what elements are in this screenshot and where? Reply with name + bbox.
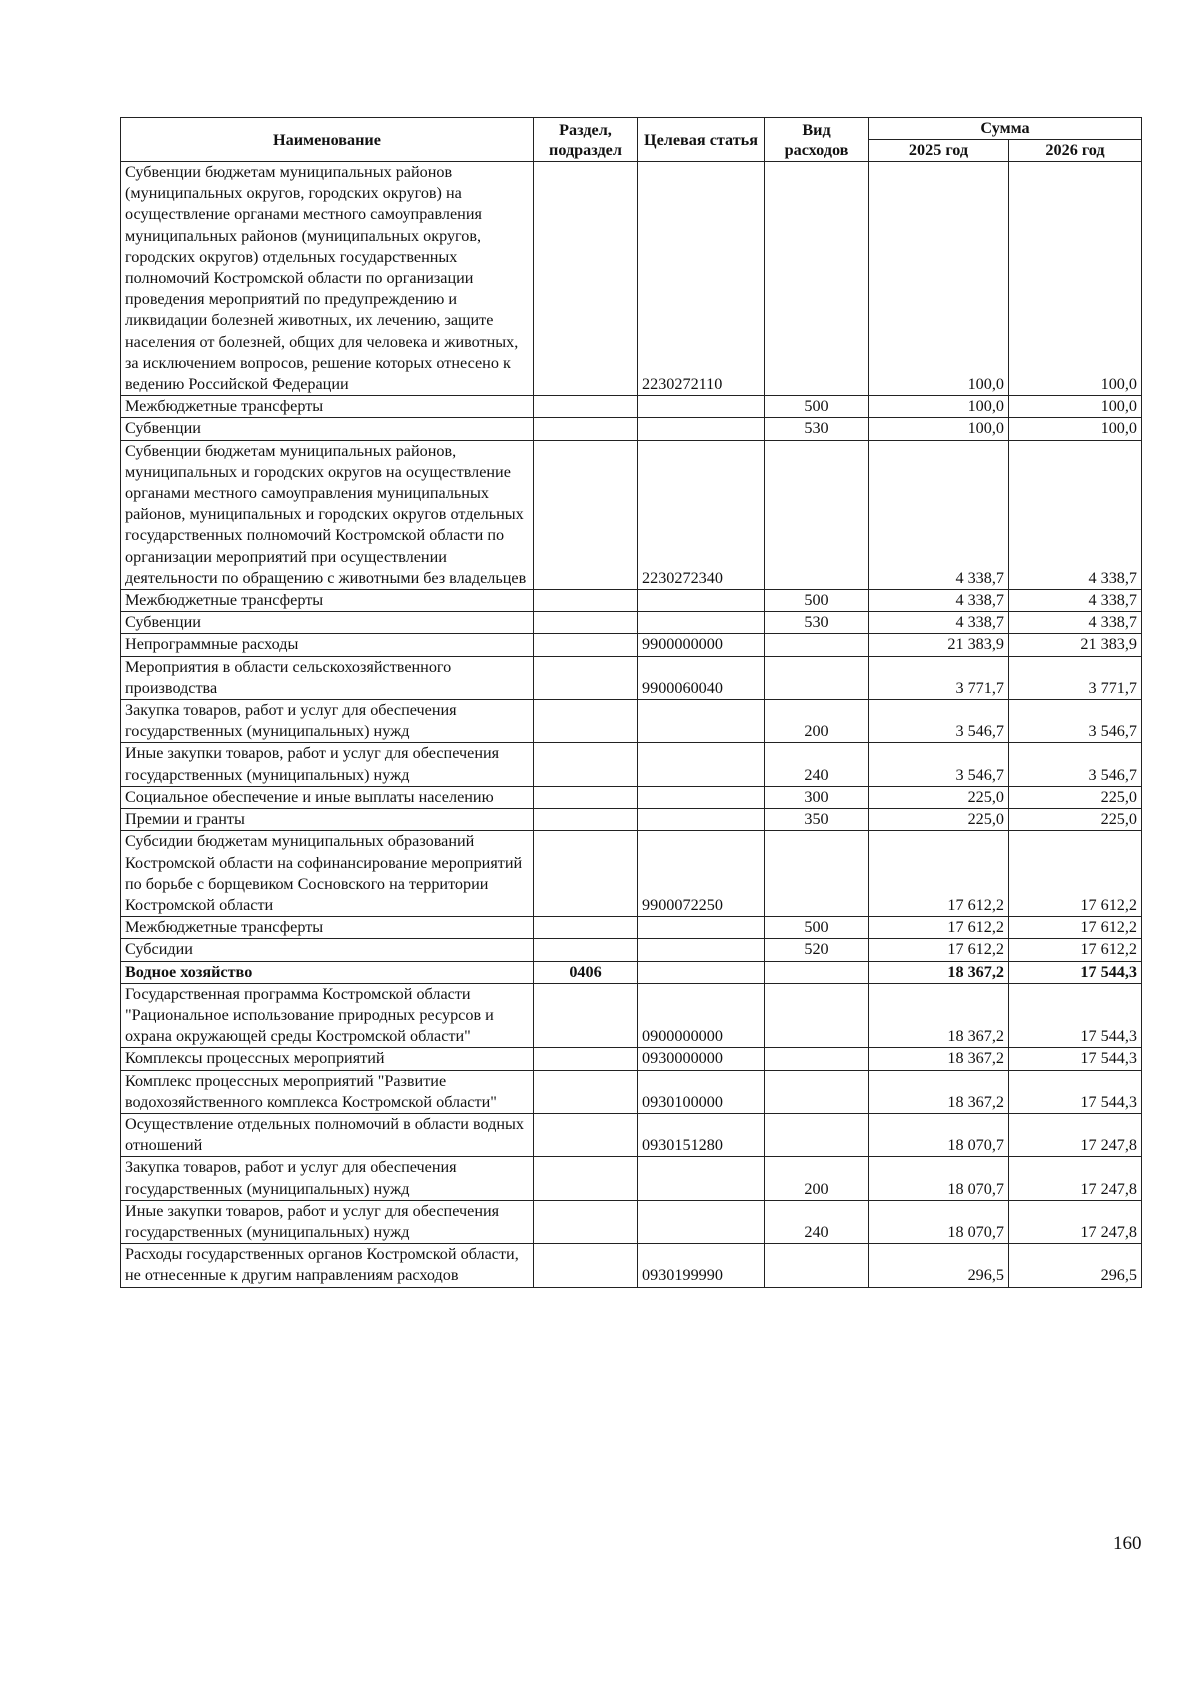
row-section-cell xyxy=(534,1200,638,1243)
row-name-cell: Непрограммные расходы xyxy=(121,634,534,656)
row-amount-2025-cell: 100,0 xyxy=(869,418,1009,440)
row-name-cell: Осуществление отдельных полномочий в области водных отношений xyxy=(121,1113,534,1156)
row-amount-2025-cell: 3 546,7 xyxy=(869,743,1009,786)
row-amount-2026-cell: 225,0 xyxy=(1009,786,1142,808)
row-kind-cell: 530 xyxy=(765,612,869,634)
row-name-cell: Водное хозяйство xyxy=(121,961,534,983)
row-amount-2025-cell: 4 338,7 xyxy=(869,590,1009,612)
row-target-cell xyxy=(638,961,765,983)
row-name-cell: Расходы государственных органов Костромской области, не отнесенные к другим направлениям расходов xyxy=(121,1244,534,1287)
row-amount-2026-cell: 17 247,8 xyxy=(1009,1113,1142,1156)
table-body xyxy=(121,162,1142,1288)
row-amount-2026-cell: 100,0 xyxy=(1009,162,1142,396)
row-amount-2025-cell: 18 070,7 xyxy=(869,1157,1009,1200)
row-amount-2026-cell: 100,0 xyxy=(1009,418,1142,440)
row-amount-2026-cell: 225,0 xyxy=(1009,809,1142,831)
row-kind-cell xyxy=(765,1244,869,1287)
row-kind-cell: 530 xyxy=(765,418,869,440)
row-amount-2025-cell: 100,0 xyxy=(869,162,1009,396)
table-row xyxy=(121,700,1142,743)
row-kind-cell xyxy=(765,634,869,656)
row-section-cell xyxy=(534,1070,638,1113)
table-row xyxy=(121,634,1142,656)
row-amount-2026-cell: 17 544,3 xyxy=(1009,983,1142,1048)
table-row xyxy=(121,939,1142,961)
row-name-cell: Социальное обеспечение и иные выплаты населению xyxy=(121,786,534,808)
row-kind-cell: 500 xyxy=(765,917,869,939)
row-amount-2026-cell: 296,5 xyxy=(1009,1244,1142,1287)
row-name-cell: Премии и гранты xyxy=(121,809,534,831)
row-section-cell xyxy=(534,418,638,440)
row-amount-2025-cell: 17 612,2 xyxy=(869,831,1009,917)
row-kind-cell: 350 xyxy=(765,809,869,831)
row-name-cell: Комплекс процессных мероприятий "Развитие водохозяйственного комплекса Костромской области" xyxy=(121,1070,534,1113)
row-name-cell: Закупка товаров, работ и услуг для обеспечения государственных (муниципальных) нужд xyxy=(121,700,534,743)
row-target-cell xyxy=(638,590,765,612)
row-kind-cell xyxy=(765,1070,869,1113)
row-amount-2025-cell: 4 338,7 xyxy=(869,612,1009,634)
header-target: Целевая статья xyxy=(638,118,765,162)
row-amount-2026-cell: 17 247,8 xyxy=(1009,1200,1142,1243)
row-target-cell xyxy=(638,743,765,786)
row-section-cell xyxy=(534,656,638,699)
table-row xyxy=(121,656,1142,699)
row-amount-2026-cell: 17 544,3 xyxy=(1009,1048,1142,1070)
row-name-cell: Межбюджетные трансферты xyxy=(121,396,534,418)
row-name-cell: Межбюджетные трансферты xyxy=(121,917,534,939)
row-amount-2026-cell: 21 383,9 xyxy=(1009,634,1142,656)
row-amount-2025-cell: 18 070,7 xyxy=(869,1113,1009,1156)
row-section-cell xyxy=(534,786,638,808)
row-kind-cell: 520 xyxy=(765,939,869,961)
row-target-cell: 2230272340 xyxy=(638,440,765,589)
row-target-cell xyxy=(638,939,765,961)
row-amount-2026-cell: 4 338,7 xyxy=(1009,440,1142,589)
table-row xyxy=(121,786,1142,808)
row-amount-2026-cell: 4 338,7 xyxy=(1009,590,1142,612)
row-amount-2025-cell: 225,0 xyxy=(869,786,1009,808)
row-section-cell xyxy=(534,809,638,831)
row-name-cell: Комплексы процессных мероприятий xyxy=(121,1048,534,1070)
row-amount-2026-cell: 17 612,2 xyxy=(1009,939,1142,961)
row-amount-2025-cell: 296,5 xyxy=(869,1244,1009,1287)
row-section-cell xyxy=(534,700,638,743)
row-section-cell: 0406 xyxy=(534,961,638,983)
row-target-cell: 0930199990 xyxy=(638,1244,765,1287)
row-target-cell xyxy=(638,1157,765,1200)
row-amount-2026-cell: 17 612,2 xyxy=(1009,917,1142,939)
row-kind-cell xyxy=(765,961,869,983)
row-kind-cell xyxy=(765,983,869,1048)
row-target-cell xyxy=(638,786,765,808)
row-amount-2025-cell: 18 367,2 xyxy=(869,1070,1009,1113)
table-row xyxy=(121,983,1142,1048)
header-year-2026: 2026 год xyxy=(1009,140,1142,162)
row-section-cell xyxy=(534,983,638,1048)
row-name-cell: Иные закупки товаров, работ и услуг для обеспечения государственных (муниципальных) нужд xyxy=(121,1200,534,1243)
table-row xyxy=(121,809,1142,831)
row-section-cell xyxy=(534,939,638,961)
table-row xyxy=(121,1070,1142,1113)
row-kind-cell xyxy=(765,440,869,589)
row-section-cell xyxy=(534,917,638,939)
header-year-2025: 2025 год xyxy=(869,140,1009,162)
row-amount-2025-cell: 17 612,2 xyxy=(869,939,1009,961)
row-name-cell: Субвенции xyxy=(121,612,534,634)
table-row xyxy=(121,961,1142,983)
row-kind-cell xyxy=(765,162,869,396)
header-section: Раздел, подраздел xyxy=(534,118,638,162)
row-amount-2026-cell: 4 338,7 xyxy=(1009,612,1142,634)
row-amount-2026-cell: 17 544,3 xyxy=(1009,961,1142,983)
row-amount-2026-cell: 3 546,7 xyxy=(1009,743,1142,786)
row-target-cell: 0930100000 xyxy=(638,1070,765,1113)
row-section-cell xyxy=(534,634,638,656)
row-kind-cell xyxy=(765,1048,869,1070)
row-target-cell: 0930000000 xyxy=(638,1048,765,1070)
row-target-cell xyxy=(638,700,765,743)
row-kind-cell xyxy=(765,656,869,699)
row-target-cell xyxy=(638,809,765,831)
table-row xyxy=(121,418,1142,440)
header-kind: Вид расходов xyxy=(765,118,869,162)
row-target-cell xyxy=(638,1200,765,1243)
row-amount-2025-cell: 18 070,7 xyxy=(869,1200,1009,1243)
row-kind-cell: 300 xyxy=(765,786,869,808)
row-name-cell: Субсидии бюджетам муниципальных образований Костромской области на софинансирование мероприятий по борьбе с борщевиком Сосновского на территории Костромской области xyxy=(121,831,534,917)
table-row xyxy=(121,1244,1142,1287)
row-section-cell xyxy=(534,612,638,634)
row-section-cell xyxy=(534,162,638,396)
row-name-cell: Государственная программа Костромской области "Рациональное использование природных ресурсов и охрана окружающей среды Костромской области" xyxy=(121,983,534,1048)
table-row xyxy=(121,1113,1142,1156)
table-row xyxy=(121,612,1142,634)
table-row xyxy=(121,440,1142,589)
row-target-cell xyxy=(638,612,765,634)
row-section-cell xyxy=(534,831,638,917)
row-section-cell xyxy=(534,1244,638,1287)
row-amount-2025-cell: 17 612,2 xyxy=(869,917,1009,939)
row-kind-cell: 240 xyxy=(765,743,869,786)
row-amount-2026-cell: 17 247,8 xyxy=(1009,1157,1142,1200)
row-amount-2025-cell: 18 367,2 xyxy=(869,983,1009,1048)
row-section-cell xyxy=(534,1157,638,1200)
row-name-cell: Закупка товаров, работ и услуг для обеспечения государственных (муниципальных) нужд xyxy=(121,1157,534,1200)
row-amount-2026-cell: 100,0 xyxy=(1009,396,1142,418)
table-row xyxy=(121,917,1142,939)
table-row xyxy=(121,396,1142,418)
row-target-cell: 2230272110 xyxy=(638,162,765,396)
row-name-cell: Мероприятия в области сельскохозяйственного производства xyxy=(121,656,534,699)
row-amount-2025-cell: 18 367,2 xyxy=(869,961,1009,983)
row-section-cell xyxy=(534,590,638,612)
row-amount-2026-cell: 3 771,7 xyxy=(1009,656,1142,699)
table-row xyxy=(121,831,1142,917)
row-name-cell: Субвенции xyxy=(121,418,534,440)
budget-table xyxy=(120,117,1142,1288)
row-kind-cell: 500 xyxy=(765,590,869,612)
row-target-cell xyxy=(638,917,765,939)
row-name-cell: Субвенции бюджетам муниципальных районов (муниципальных округов, городских округов) на осуществление органами местного самоуправления муниципальных районов (муниципальных округов, городских округов) отдельных государственных полномочий Костромской области по организации проведения мероприятий по предупреждению и ликвидации болезней животных, их лечению, защите населения от болезней, общих для человека и животных, за исключением вопросов, решение которых отнесено к ведению Российской Федерации xyxy=(121,162,534,396)
row-amount-2025-cell: 225,0 xyxy=(869,809,1009,831)
row-kind-cell: 500 xyxy=(765,396,869,418)
row-kind-cell xyxy=(765,1113,869,1156)
row-name-cell: Субсидии xyxy=(121,939,534,961)
row-target-cell: 9900072250 xyxy=(638,831,765,917)
row-amount-2025-cell: 18 367,2 xyxy=(869,1048,1009,1070)
row-section-cell xyxy=(534,743,638,786)
row-target-cell xyxy=(638,396,765,418)
row-amount-2025-cell: 3 546,7 xyxy=(869,700,1009,743)
row-section-cell xyxy=(534,396,638,418)
row-amount-2026-cell: 17 544,3 xyxy=(1009,1070,1142,1113)
row-name-cell: Иные закупки товаров, работ и услуг для обеспечения государственных (муниципальных) нужд xyxy=(121,743,534,786)
row-target-cell: 0900000000 xyxy=(638,983,765,1048)
row-kind-cell: 240 xyxy=(765,1200,869,1243)
row-amount-2025-cell: 100,0 xyxy=(869,396,1009,418)
row-target-cell: 9900000000 xyxy=(638,634,765,656)
row-amount-2025-cell: 21 383,9 xyxy=(869,634,1009,656)
row-amount-2025-cell: 4 338,7 xyxy=(869,440,1009,589)
row-target-cell: 9900060040 xyxy=(638,656,765,699)
table-row xyxy=(121,162,1142,396)
row-section-cell xyxy=(534,1113,638,1156)
table-row xyxy=(121,1157,1142,1200)
table-row xyxy=(121,743,1142,786)
row-section-cell xyxy=(534,1048,638,1070)
row-kind-cell xyxy=(765,831,869,917)
table-row xyxy=(121,1048,1142,1070)
row-section-cell xyxy=(534,440,638,589)
row-amount-2026-cell: 17 612,2 xyxy=(1009,831,1142,917)
row-amount-2026-cell: 3 546,7 xyxy=(1009,700,1142,743)
table-row xyxy=(121,1200,1142,1243)
row-target-cell xyxy=(638,418,765,440)
page-number: 160 xyxy=(1113,1533,1142,1554)
row-amount-2025-cell: 3 771,7 xyxy=(869,656,1009,699)
header-sum: Сумма xyxy=(869,118,1142,140)
row-kind-cell: 200 xyxy=(765,700,869,743)
row-kind-cell: 200 xyxy=(765,1157,869,1200)
table-header xyxy=(121,118,1142,162)
row-name-cell: Субвенции бюджетам муниципальных районов, муниципальных и городских округов на осуществление органами местного самоуправления муниципальных районов, муниципальных и городских округов отдельных государственных полномочий Костромской области по организации мероприятий при осуществлении деятельности по обращению с животными без владельцев xyxy=(121,440,534,589)
row-name-cell: Межбюджетные трансферты xyxy=(121,590,534,612)
row-target-cell: 0930151280 xyxy=(638,1113,765,1156)
table-row xyxy=(121,590,1142,612)
header-name: Наименование xyxy=(121,118,534,162)
